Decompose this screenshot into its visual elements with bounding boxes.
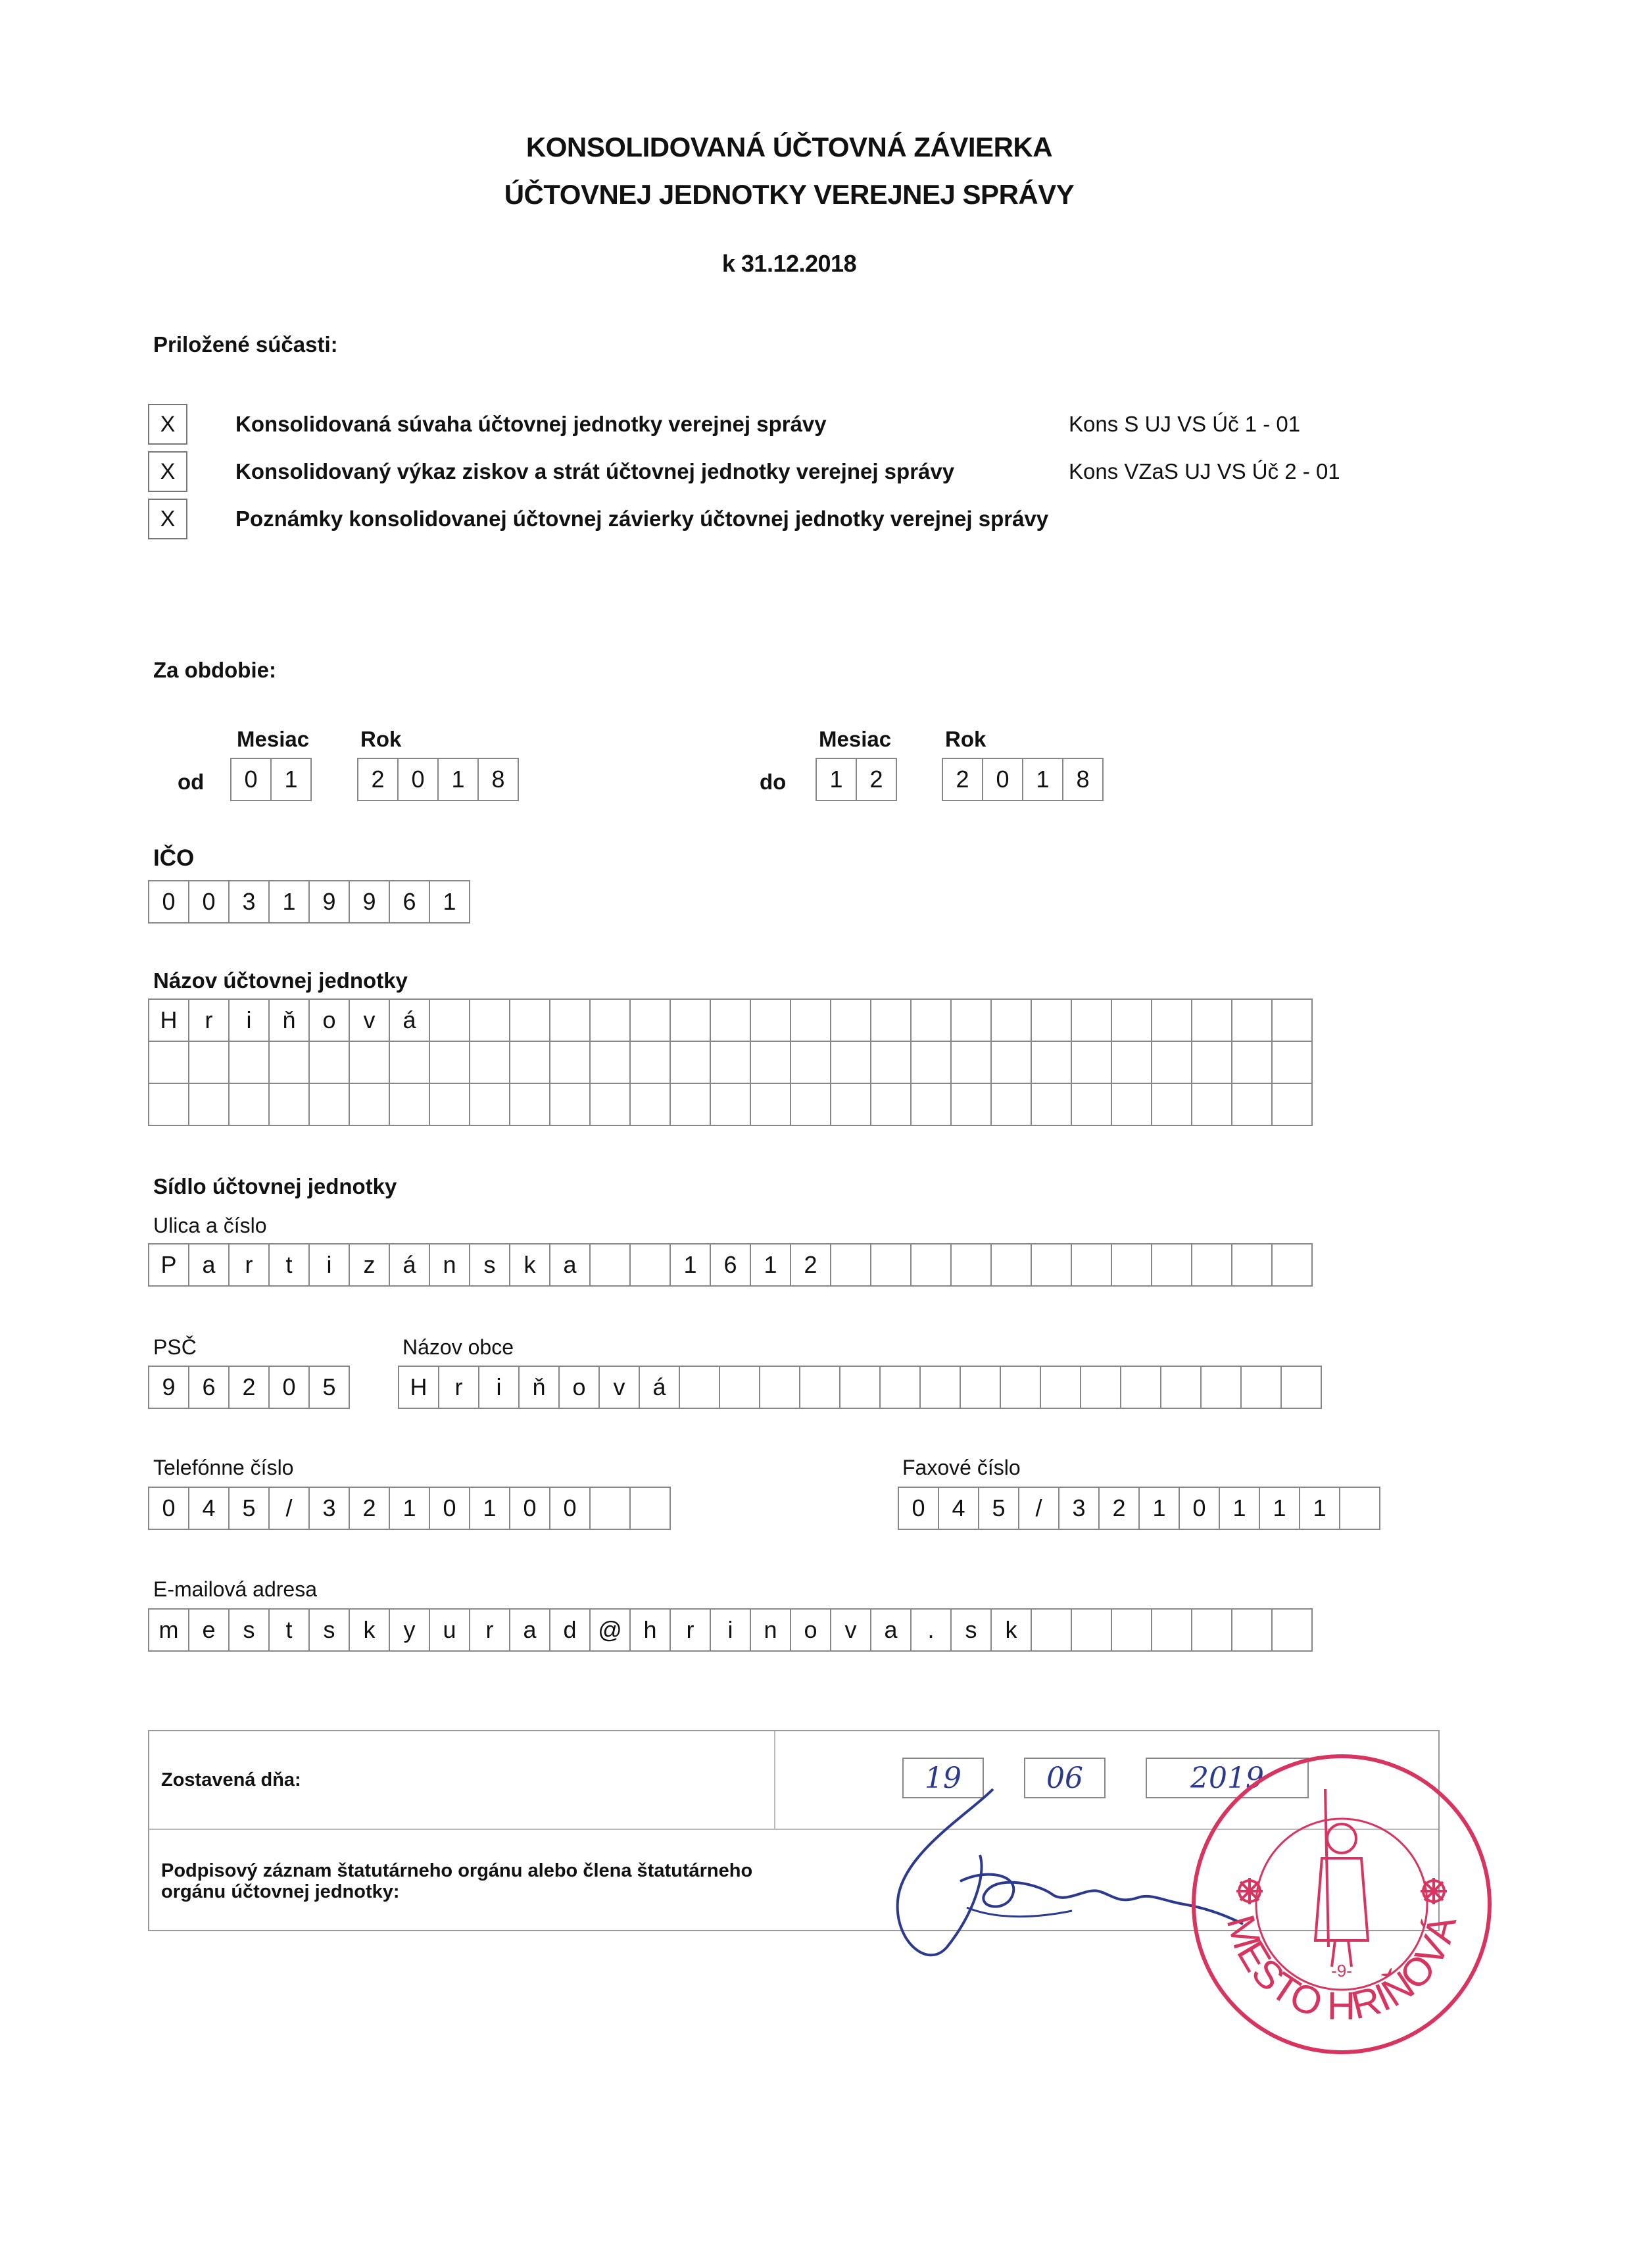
email-cell[interactable] [1072,1610,1112,1650]
phone-cell[interactable]: 0 [550,1488,591,1529]
entity-name-cell[interactable] [1273,1084,1313,1125]
street-cell[interactable] [992,1245,1032,1285]
entity-name-cell[interactable] [711,1042,751,1083]
ico-digit[interactable]: 9 [310,881,350,922]
entity-name-cell[interactable] [470,1042,510,1083]
email-cell[interactable] [1112,1610,1152,1650]
entity-name-cell[interactable] [1072,1000,1112,1041]
period-label: Za obdobie: [153,658,276,682]
street-cell[interactable]: t [270,1245,310,1285]
entity-name-cell[interactable]: r [189,1000,230,1041]
street-cell[interactable]: s [470,1245,510,1285]
city-cell[interactable]: r [439,1367,479,1408]
fax-cell[interactable]: 4 [939,1488,979,1529]
from-month-cells [230,758,312,801]
entity-name-cell[interactable]: v [350,1000,390,1041]
city-cell[interactable] [840,1367,881,1408]
city-cell[interactable] [1161,1367,1202,1408]
document-title-line1: KONSOLIDOVANÁ ÚČTOVNÁ ZÁVIERKA [525,132,1053,162]
address-label: Sídlo účtovnej jednotky [153,1174,397,1198]
entity-name-cell[interactable] [550,1000,591,1041]
street-cell[interactable]: P [149,1245,189,1285]
from-year-digit[interactable]: 2 [358,759,399,800]
entity-name-cell[interactable] [1232,1042,1273,1083]
entity-name-cell[interactable] [1112,1084,1152,1125]
city-cell[interactable]: i [479,1367,520,1408]
ico-digit[interactable]: 1 [270,881,310,922]
entity-name-cell[interactable] [149,1042,189,1083]
street-cell[interactable] [1032,1245,1072,1285]
entity-name-cell[interactable]: o [310,1000,350,1041]
phone-cell[interactable]: 4 [189,1488,230,1529]
compiled-label: Zostavená dňa: [161,1769,301,1790]
entity-name-cell[interactable] [1192,1042,1232,1083]
attachment-code-1: Kons S UJ VS Úč 1 - 01 [1069,412,1301,436]
fax-cell[interactable]: 1 [1220,1488,1260,1529]
entity-name-cell[interactable] [430,1042,470,1083]
ico-label: IČO [153,845,195,871]
entity-name-cell[interactable] [871,1084,912,1125]
street-cell[interactable]: a [189,1245,230,1285]
attachments-label: Priložené súčasti: [153,332,338,357]
ico-digit[interactable]: 0 [149,881,189,922]
entity-name-grid [148,998,1313,1126]
entity-name-cell[interactable] [310,1042,350,1083]
email-cell[interactable] [1192,1610,1232,1650]
entity-name-cell[interactable] [1112,1042,1152,1083]
entity-name-cell[interactable] [510,1084,550,1125]
entity-name-cell[interactable] [751,1000,791,1041]
entity-name-cell[interactable] [1192,1000,1232,1041]
to-year-digit[interactable]: 2 [943,759,983,800]
city-cells [398,1366,1322,1409]
fax-label: Faxové číslo [902,1456,1021,1479]
fax-cell[interactable]: 1 [1260,1488,1300,1529]
to-year-digit[interactable]: 0 [983,759,1023,800]
entity-name-cell[interactable] [751,1084,791,1125]
from-label: od [178,770,205,794]
street-cell[interactable] [952,1245,992,1285]
city-cell[interactable] [760,1367,800,1408]
entity-name-cell[interactable] [912,1000,952,1041]
to-month-cells [816,758,897,801]
entity-name-cell[interactable] [591,1000,631,1041]
signature-divider-v [774,1731,775,1829]
entity-name-cell[interactable] [510,1000,550,1041]
entity-name-row-2 [148,1042,1313,1084]
email-cell[interactable]: e [189,1610,230,1650]
entity-name-cell[interactable] [912,1084,952,1125]
entity-name-cell[interactable] [952,1000,992,1041]
psc-cell[interactable]: 0 [270,1367,310,1408]
email-cell[interactable]: . [912,1610,952,1650]
fax-cell[interactable]: / [1019,1488,1059,1529]
phone-cell[interactable]: 0 [149,1488,189,1529]
city-cell[interactable] [800,1367,840,1408]
phone-cell[interactable]: 2 [350,1488,390,1529]
entity-name-cell[interactable] [430,1084,470,1125]
entity-name-cell[interactable] [470,1084,510,1125]
fax-cell[interactable]: 2 [1100,1488,1140,1529]
email-cell[interactable]: r [470,1610,510,1650]
attachment-checkbox-1[interactable]: X [148,404,187,445]
entity-name-row-3 [148,1084,1313,1126]
city-cell[interactable] [1202,1367,1242,1408]
fax-cell[interactable] [1340,1488,1380,1529]
from-month-digit[interactable]: 1 [272,759,312,800]
city-cell[interactable]: v [600,1367,640,1408]
from-year-digit[interactable]: 1 [439,759,479,800]
from-month-label: Mesiac [237,727,310,751]
entity-name-cell[interactable] [350,1042,390,1083]
stamp-text: MESTO HRIŇOVÁ [1218,1910,1465,2029]
email-cell[interactable]: y [390,1610,430,1650]
entity-name-cell[interactable] [350,1084,390,1125]
phone-cell[interactable]: 1 [470,1488,510,1529]
email-cells [148,1608,1313,1652]
entity-name-cell[interactable] [470,1000,510,1041]
email-cell[interactable]: k [992,1610,1032,1650]
entity-name-cell[interactable] [310,1084,350,1125]
signature-record-label: Podpisový záznam štatutárneho orgánu alebo člena štatutárneho orgánu účtovnej jednotky: [161,1860,753,1902]
attachment-text-3: Poznámky konsolidovanej účtovnej závierky účtovnej jednotky verejnej správy [235,506,1049,531]
city-cell[interactable] [921,1367,961,1408]
street-cell[interactable]: á [390,1245,430,1285]
entity-name-cell[interactable] [992,1042,1032,1083]
to-year-label: Rok [945,727,986,751]
to-year-digit[interactable]: 1 [1023,759,1063,800]
to-year-cells [942,758,1104,801]
street-cell[interactable] [871,1245,912,1285]
attachment-checkbox-3[interactable]: X [148,499,187,539]
entity-name-cell[interactable] [631,1042,671,1083]
street-cell[interactable]: 6 [711,1245,751,1285]
city-cell[interactable] [1081,1367,1121,1408]
email-cell[interactable]: d [550,1610,591,1650]
entity-name-cell[interactable] [1273,1042,1313,1083]
street-cell[interactable]: a [550,1245,591,1285]
street-cell[interactable] [1072,1245,1112,1285]
entity-name-cell[interactable] [1112,1000,1152,1041]
psc-cells [148,1366,350,1409]
city-cell[interactable] [1282,1367,1322,1408]
to-month-digit[interactable]: 1 [817,759,857,800]
psc-label: PSČ [153,1335,197,1359]
fax-cell[interactable]: 0 [1180,1488,1220,1529]
entity-name-cell[interactable] [230,1084,270,1125]
street-cell[interactable]: i [310,1245,350,1285]
street-cell[interactable]: k [510,1245,550,1285]
compiled-day[interactable]: 19 [902,1758,984,1798]
street-cell[interactable] [1112,1245,1152,1285]
street-cell[interactable]: 1 [751,1245,791,1285]
entity-name-cell[interactable] [871,1042,912,1083]
email-cell[interactable]: u [430,1610,470,1650]
attachment-text-1: Konsolidovaná súvaha účtovnej jednotky verejnej správy [235,412,827,436]
city-cell[interactable] [720,1367,760,1408]
entity-name-cell[interactable] [912,1042,952,1083]
stamp-figure-icon [1315,1789,1368,1967]
email-cell[interactable]: r [671,1610,711,1650]
email-label: E-mailová adresa [153,1577,317,1601]
phone-label: Telefónne číslo [153,1456,294,1479]
city-cell[interactable] [1041,1367,1081,1408]
email-cell[interactable] [1232,1610,1273,1650]
entity-name-cell[interactable] [791,1084,831,1125]
email-cell[interactable]: s [952,1610,992,1650]
entity-name-cell[interactable] [1152,1042,1192,1083]
entity-name-cell[interactable] [1032,1042,1072,1083]
email-cell[interactable]: k [350,1610,390,1650]
city-cell[interactable]: H [399,1367,439,1408]
city-cell[interactable] [1242,1367,1282,1408]
city-cell[interactable]: ň [520,1367,560,1408]
email-cell[interactable]: s [230,1610,270,1650]
city-cell[interactable] [1001,1367,1041,1408]
email-cell[interactable] [1273,1610,1313,1650]
street-cell[interactable]: n [430,1245,470,1285]
document-date: k 31.12.2018 [721,250,857,277]
entity-name-cell[interactable] [631,1084,671,1125]
entity-name-cell[interactable] [1152,1084,1192,1125]
compiled-year[interactable]: 2019 [1146,1758,1309,1798]
entity-name-cell[interactable] [189,1042,230,1083]
street-cell[interactable]: r [230,1245,270,1285]
phone-cell[interactable]: / [270,1488,310,1529]
fax-cell[interactable]: 0 [899,1488,939,1529]
ico-digit[interactable]: 9 [350,881,390,922]
fax-cell[interactable]: 5 [979,1488,1019,1529]
entity-name-cell[interactable]: á [390,1000,430,1041]
city-label: Názov obce [402,1335,514,1359]
email-cell[interactable] [1032,1610,1072,1650]
entity-name-cell[interactable] [831,1000,871,1041]
entity-name-cell[interactable] [671,1042,711,1083]
ico-digit[interactable]: 1 [430,881,470,922]
entity-name-cell[interactable] [1192,1084,1232,1125]
fax-cell[interactable]: 3 [1059,1488,1100,1529]
entity-name-cell[interactable] [992,1084,1032,1125]
phone-cell[interactable]: 5 [230,1488,270,1529]
psc-cell[interactable]: 6 [189,1367,230,1408]
ico-digit[interactable]: 6 [390,881,430,922]
phone-cell[interactable]: 0 [430,1488,470,1529]
entity-name-cell[interactable] [1273,1000,1313,1041]
compiled-month[interactable]: 06 [1024,1758,1106,1798]
phone-cell[interactable]: 1 [390,1488,430,1529]
to-year-digit[interactable]: 8 [1063,759,1104,800]
email-cell[interactable]: o [791,1610,831,1650]
entity-name-cell[interactable] [1072,1042,1112,1083]
entity-name-row-1 [148,998,1313,1042]
entity-name-cell[interactable] [751,1042,791,1083]
email-cell[interactable]: h [631,1610,671,1650]
entity-name-cell[interactable] [992,1000,1032,1041]
entity-name-cell[interactable] [1232,1084,1273,1125]
attachment-checkbox-2[interactable]: X [148,451,187,492]
entity-name-cell[interactable] [270,1042,310,1083]
city-cell[interactable] [1121,1367,1161,1408]
entity-name-cell[interactable]: i [230,1000,270,1041]
city-cell[interactable] [961,1367,1001,1408]
from-year-cells [357,758,519,801]
street-cell[interactable] [1152,1245,1192,1285]
entity-name-cell[interactable] [1032,1000,1072,1041]
ico-digit[interactable]: 3 [230,881,270,922]
attachment-code-2: Kons VZaS UJ VS Úč 2 - 01 [1069,459,1340,483]
street-cell[interactable] [1273,1245,1313,1285]
phone-cell[interactable] [591,1488,631,1529]
entity-name-cell[interactable]: H [149,1000,189,1041]
entity-name-cell[interactable] [230,1042,270,1083]
street-cell[interactable]: 1 [671,1245,711,1285]
email-cell[interactable]: a [871,1610,912,1650]
entity-name-cell[interactable] [189,1084,230,1125]
street-cell[interactable] [1192,1245,1232,1285]
email-cell[interactable]: @ [591,1610,631,1650]
entity-name-label: Názov účtovnej jednotky [153,968,408,993]
fax-cells [898,1487,1380,1530]
city-cell[interactable] [680,1367,720,1408]
email-cell[interactable] [1152,1610,1192,1650]
entity-name-cell[interactable] [671,1000,711,1041]
entity-name-cell[interactable] [1072,1084,1112,1125]
entity-name-cell[interactable] [270,1084,310,1125]
email-cell[interactable]: i [711,1610,751,1650]
entity-name-cell[interactable] [1152,1000,1192,1041]
street-cell[interactable] [831,1245,871,1285]
entity-name-cell[interactable] [631,1000,671,1041]
street-cells [148,1243,1313,1287]
entity-name-cell[interactable] [671,1084,711,1125]
entity-name-cell[interactable] [149,1084,189,1125]
phone-cells [148,1487,671,1530]
street-cell[interactable] [631,1245,671,1285]
entity-name-cell[interactable] [831,1084,871,1125]
street-cell[interactable] [1232,1245,1273,1285]
entity-name-cell[interactable] [952,1084,992,1125]
entity-name-cell[interactable] [871,1000,912,1041]
ico-cells [148,880,470,924]
entity-name-cell[interactable] [831,1042,871,1083]
street-cell[interactable]: z [350,1245,390,1285]
psc-cell[interactable]: 5 [310,1367,350,1408]
entity-name-cell[interactable]: ň [270,1000,310,1041]
entity-name-cell[interactable] [1232,1000,1273,1041]
email-cell[interactable]: m [149,1610,189,1650]
entity-name-cell[interactable] [711,1084,751,1125]
email-cell[interactable]: v [831,1610,871,1650]
from-year-digit[interactable]: 0 [399,759,439,800]
entity-name-cell[interactable] [791,1042,831,1083]
entity-name-cell[interactable] [1032,1084,1072,1125]
ico-digit[interactable]: 0 [189,881,230,922]
phone-cell[interactable]: 0 [510,1488,550,1529]
street-cell[interactable] [591,1245,631,1285]
street-cell[interactable] [912,1245,952,1285]
fax-cell[interactable]: 1 [1140,1488,1180,1529]
street-cell[interactable]: 2 [791,1245,831,1285]
email-cell[interactable]: t [270,1610,310,1650]
document-title-line2: ÚČTOVNEJ JEDNOTKY VEREJNEJ SPRÁVY [504,179,1075,210]
from-year-digit[interactable]: 8 [479,759,519,800]
email-cell[interactable]: n [751,1610,791,1650]
psc-cell[interactable]: 2 [230,1367,270,1408]
psc-cell[interactable]: 9 [149,1367,189,1408]
to-label: do [760,770,787,794]
from-month-digit[interactable]: 0 [231,759,272,800]
entity-name-cell[interactable] [591,1042,631,1083]
entity-name-cell[interactable] [550,1084,591,1125]
to-month-digit[interactable]: 2 [857,759,897,800]
fax-cell[interactable]: 1 [1300,1488,1340,1529]
city-cell[interactable]: á [640,1367,680,1408]
email-cell[interactable]: a [510,1610,550,1650]
attachment-text-2: Konsolidovaný výkaz ziskov a strát účtovnej jednotky verejnej správy [235,459,955,483]
entity-name-cell[interactable] [510,1042,550,1083]
entity-name-cell[interactable] [791,1000,831,1041]
phone-cell[interactable] [631,1488,671,1529]
stamp-number: -9- [1331,1961,1352,1981]
city-stamp [1187,1750,1496,2059]
entity-name-cell[interactable] [390,1084,430,1125]
entity-name-cell[interactable] [390,1042,430,1083]
city-cell[interactable] [881,1367,921,1408]
entity-name-cell[interactable] [952,1042,992,1083]
city-cell[interactable]: o [560,1367,600,1408]
entity-name-cell[interactable] [550,1042,591,1083]
email-cell[interactable]: s [310,1610,350,1650]
entity-name-cell[interactable] [711,1000,751,1041]
entity-name-cell[interactable] [430,1000,470,1041]
stamp-flower-icon [1236,1878,1447,1904]
entity-name-cell[interactable] [591,1084,631,1125]
street-label: Ulica a číslo [153,1214,267,1237]
phone-cell[interactable]: 3 [310,1488,350,1529]
from-year-label: Rok [360,727,402,751]
to-month-label: Mesiac [819,727,892,751]
